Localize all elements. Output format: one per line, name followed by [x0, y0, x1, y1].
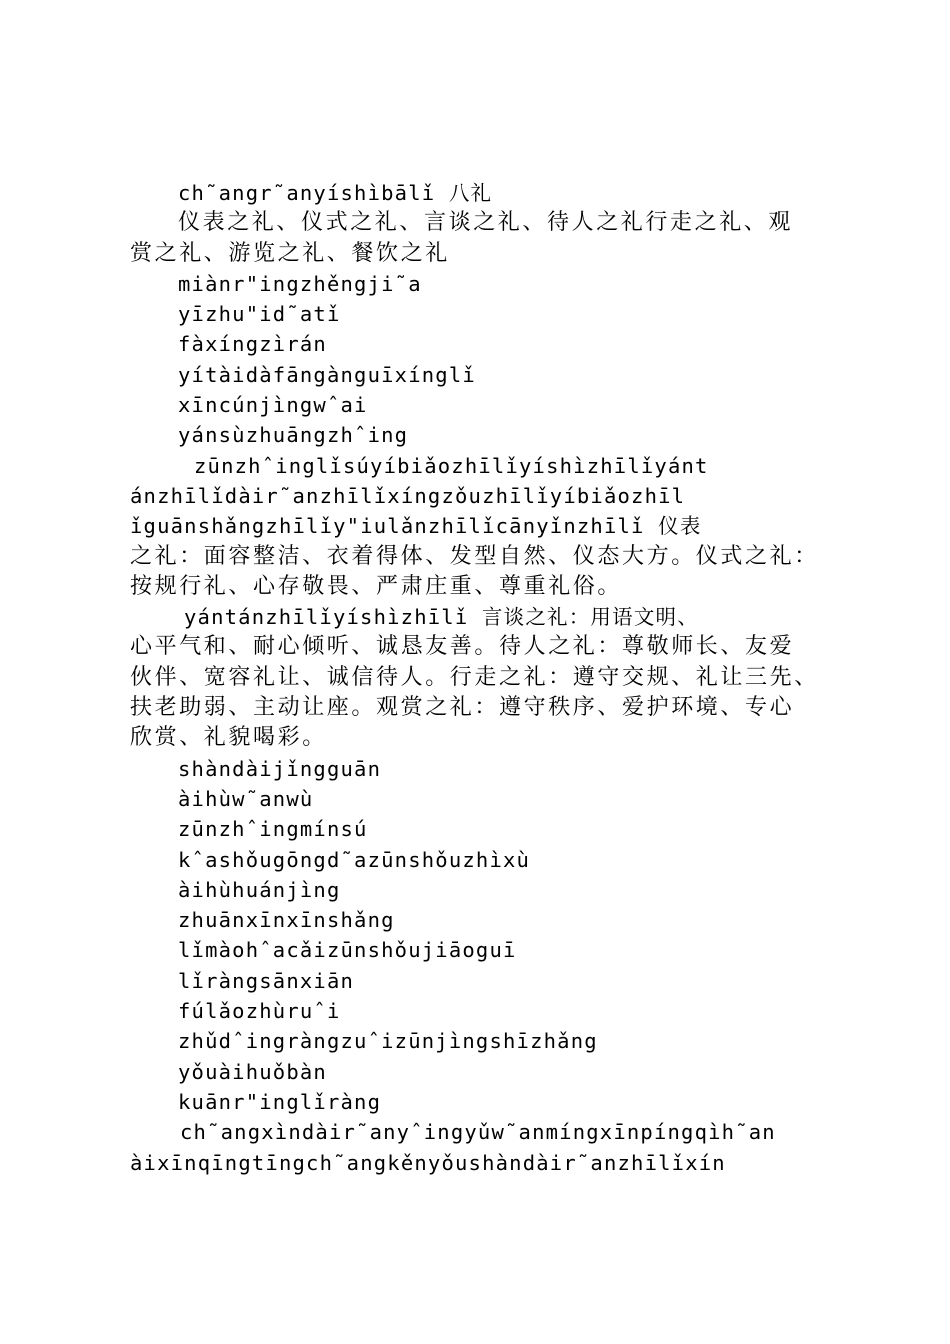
text-line: zhuānxīnxīnshǎng	[178, 908, 395, 933]
text-line: zūnzhˆingmínsú	[178, 817, 368, 842]
document-body	[130, 178, 845, 1178]
text-line: 按规行礼、心存敬畏、严肃庄重、尊重礼俗。	[130, 573, 623, 599]
text-line: lǐmàohˆacǎizūnshǒujiāoguī	[178, 938, 517, 963]
text-line: yánsùzhuāngzhˆing	[178, 423, 409, 448]
text-line: àihùhuánjìng	[178, 877, 341, 902]
text-line: 伙伴、宽容礼让、诚信待人。行走之礼：遵守交规、礼让三先、	[130, 664, 819, 690]
text-line: àixīnqīngtīngch˜angkěnyǒushàndàir˜anzhīlǐxín	[130, 1150, 726, 1175]
text-line: lǐràngsānxiān	[178, 968, 355, 993]
text-line: 扶老助弱、主动让座。观赏之礼：遵守秩序、爱护环境、专心	[130, 695, 795, 721]
text-line: ch˜angxìndàir˜anyˆingyǔw˜anmíngxīnpíngqìh˜an	[180, 1120, 776, 1145]
text-line: àihùw˜anwù	[178, 786, 314, 811]
text-line: 之礼：面容整洁、衣着得体、发型自然、仪态大方。仪式之礼：	[130, 543, 819, 569]
text-line: yīzhu"id˜atǐ	[178, 302, 341, 327]
text-line: kˆashǒugōngd˜azūnshǒuzhìxù	[178, 847, 531, 872]
text-line: 仪表之礼、仪式之礼、言谈之礼、待人之礼行走之礼、观	[178, 210, 794, 236]
text-line: shàndàijǐngguān	[178, 756, 382, 781]
text-line: 心平气和、耐心倾听、诚恳友善。待人之礼：尊敬师长、友爱	[130, 634, 795, 660]
text-line: ch˜angr˜anyíshìbālǐ 八礼	[178, 181, 493, 205]
text-line: zhǔdˆingràngzuˆizūnjìngshīzhǎng	[178, 1029, 598, 1054]
text-line: fúlǎozhùruˆi	[178, 999, 341, 1024]
text-line: kuānr"inglǐràng	[178, 1089, 382, 1114]
text-line: ánzhīlǐdàir˜anzhīlǐxíngzǒuzhīlǐyíbiǎozhīl	[130, 483, 686, 508]
text-line: xīncúnjìngwˆai	[178, 393, 368, 418]
text-line: 欣赏、礼貌喝彩。	[130, 725, 327, 751]
text-line: yántánzhīlǐyíshìzhīlǐ 言谈之礼：用语文明、	[184, 605, 699, 630]
text-line: fàxíngzìrán	[178, 332, 327, 357]
text-line: yítàidàfāngànguīxínglǐ	[178, 362, 476, 387]
text-line: ǐguānshǎngzhīlǐy"iulǎnzhīlǐcānyǐnzhīlǐ 仪表	[130, 514, 702, 539]
text-line: zūnzhˆinglǐsúyíbiǎozhīlǐyíshìzhīlǐyánt	[194, 453, 709, 478]
text-line: miànr"ingzhěngji˜a	[178, 271, 422, 296]
text-line: yǒuàihuǒbàn	[178, 1059, 327, 1084]
text-line: 赏之礼、游览之礼、餐饮之礼	[130, 240, 450, 266]
